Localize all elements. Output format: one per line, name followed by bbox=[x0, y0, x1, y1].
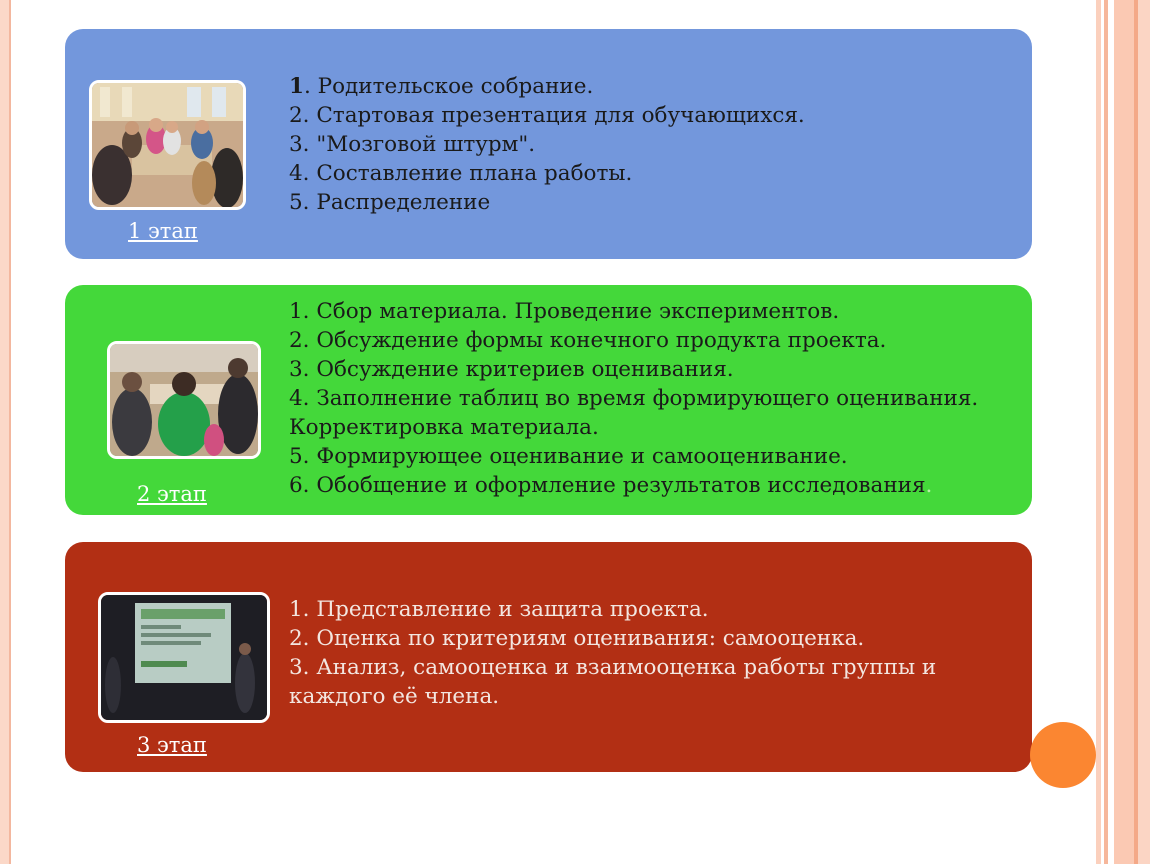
list-item: 1. Родительское собрание. bbox=[289, 74, 594, 99]
stage-3-list bbox=[289, 595, 1019, 711]
stage-1-link[interactable]: 1 этап bbox=[128, 219, 198, 243]
list-item: 3. Обсуждение критериев оценивания. bbox=[289, 357, 734, 382]
list-item: 2. Оценка по критериям оценивания: самооценка. bbox=[289, 626, 865, 651]
project-presentation-image bbox=[101, 595, 267, 720]
stage-3-panel bbox=[65, 542, 1032, 772]
decorative-orange-circle bbox=[1030, 722, 1096, 788]
list-item: 5. Распределение bbox=[289, 190, 491, 215]
stage-1-panel bbox=[65, 29, 1032, 259]
left-decorative-border bbox=[0, 0, 9, 864]
students-working-image bbox=[110, 344, 258, 456]
list-item: 4. Заполнение таблиц во время формирующего оценивания. Корректировка материала. bbox=[289, 386, 979, 440]
classroom-meeting-image bbox=[92, 83, 243, 207]
list-item: 6. Обобщение и оформление результатов исследования. bbox=[289, 473, 933, 498]
stage-2-link[interactable]: 2 этап bbox=[137, 482, 207, 506]
stage-2-panel bbox=[65, 285, 1032, 515]
stage-1-photo bbox=[89, 80, 246, 210]
list-item: 2. Стартовая презентация для обучающихся. bbox=[289, 103, 805, 128]
list-item: 5. Формирующее оценивание и самооценивание. bbox=[289, 444, 848, 469]
list-item: 3. "Мозговой штурм". bbox=[289, 132, 536, 157]
stage-3-link[interactable]: 3 этап bbox=[137, 733, 207, 757]
stage-1-list bbox=[289, 72, 805, 217]
list-item: 1. Сбор материала. Проведение экспериментов. bbox=[289, 299, 840, 324]
right-decorative-stripes bbox=[1096, 0, 1150, 864]
list-item: 1. Представление и защита проекта. bbox=[289, 597, 709, 622]
stage-3-photo bbox=[98, 592, 270, 723]
stage-2-photo bbox=[107, 341, 261, 459]
list-item: 3. Анализ, самооценка и взаимооценка работы группы и каждого её члена. bbox=[289, 655, 937, 709]
stage-2-list bbox=[289, 297, 1009, 500]
list-item: 4. Составление плана работы. bbox=[289, 161, 633, 186]
list-item: 2. Обсуждение формы конечного продукта проекта. bbox=[289, 328, 887, 353]
